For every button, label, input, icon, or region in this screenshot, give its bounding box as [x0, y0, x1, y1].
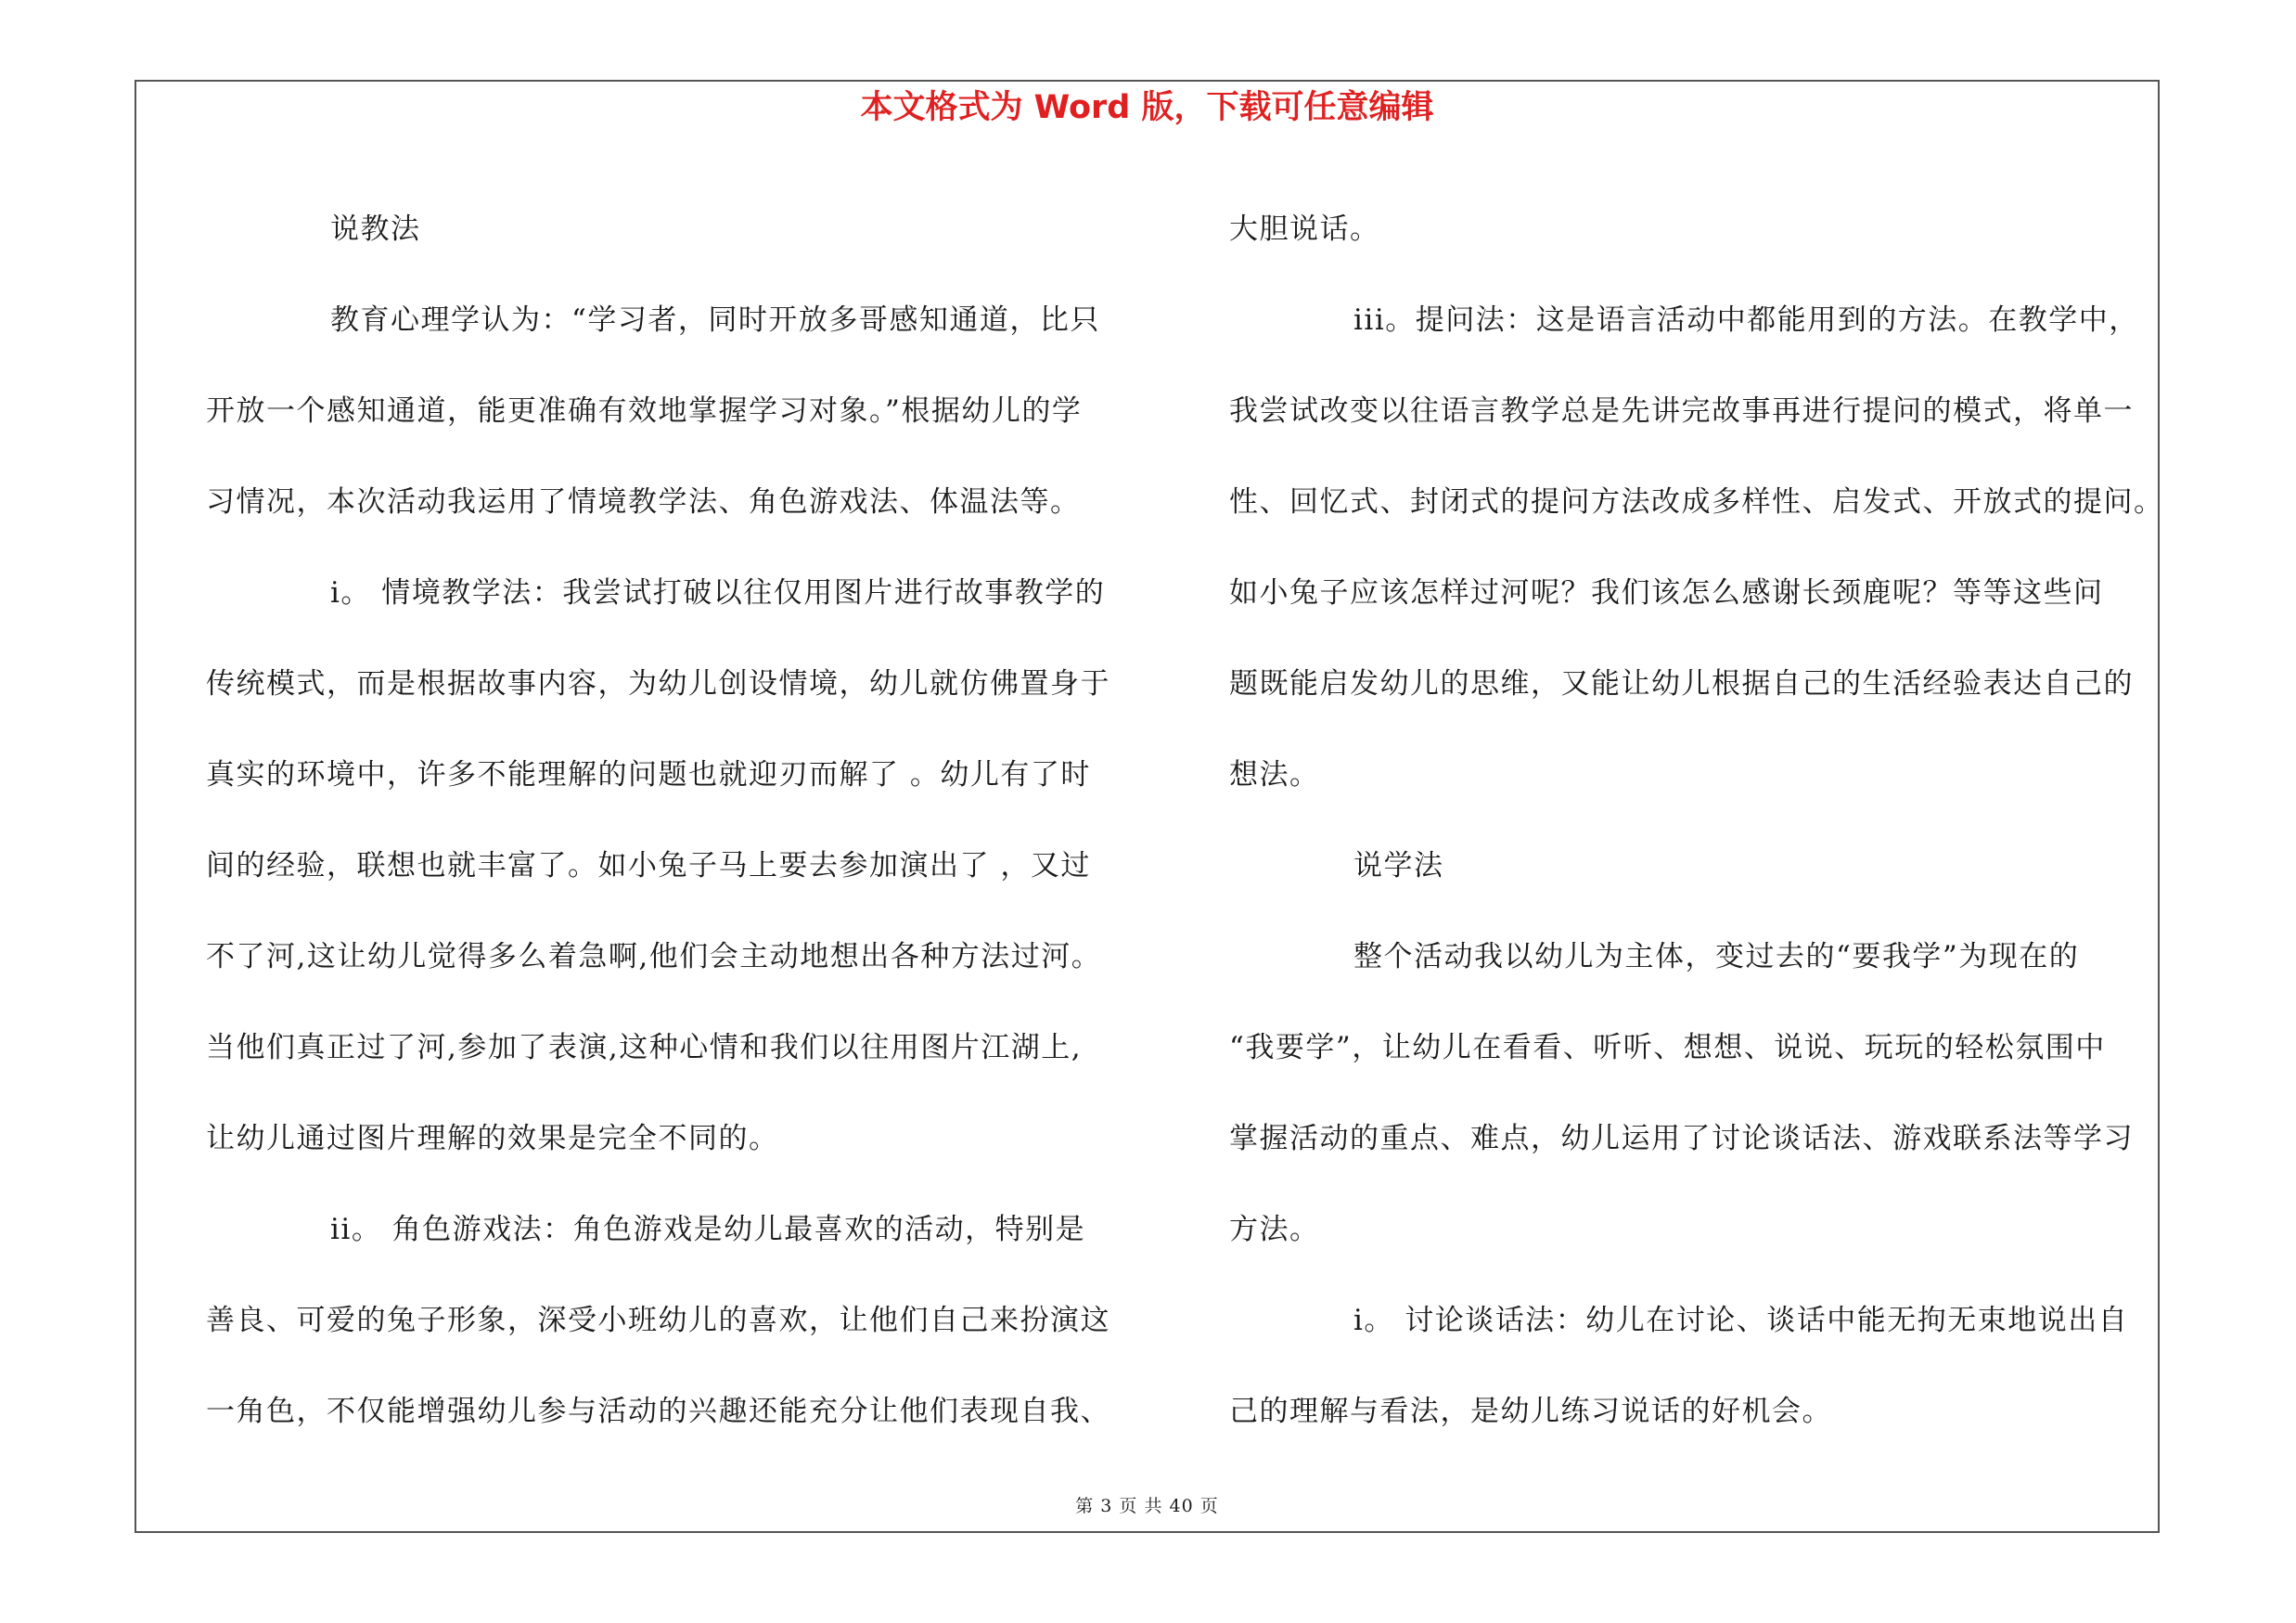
text-line: 性、回忆式、封闭式的提问方法改成多样性、启发式、开放式的提问。 [1229, 485, 2164, 519]
text-line: iii。提问法：这是语言活动中都能用到的方法。在教学中， [1353, 303, 2139, 337]
text-line: ii。 角色游戏法：角色游戏是幼儿最喜欢的活动，特别是 [330, 1213, 1086, 1246]
text-line: 教育心理学认为：“学习者，同时开放多哥感知通道，比只 [330, 303, 1100, 337]
header-banner: 本文格式为 Word 版，下载可任意编辑 [860, 89, 1434, 126]
right-column [1229, 184, 2166, 1457]
text-line: 掌握活动的重点、难点，幼儿运用了讨论谈话法、游戏联系法等学习 [1229, 1122, 2134, 1155]
text-line: 如小兔子应该怎样过河呢？我们该怎么感谢长颈鹿呢？等等这些问 [1229, 576, 2104, 610]
text-line: 开放一个感知通道，能更准确有效地掌握学习对象。”根据幼儿的学 [206, 394, 1083, 428]
text-line: 善良、可爱的兔子形象，深受小班幼儿的喜欢，让他们自己来扮演这 [206, 1304, 1110, 1337]
text-line: 不了河,这让幼儿觉得多么着急啊,他们会主动地想出各种方法过河。 [206, 940, 1102, 973]
text-line: 大胆说话。 [1229, 213, 1380, 246]
text-line: 让幼儿通过图片理解的效果是完全不同的。 [206, 1122, 779, 1155]
text-line: 己的理解与看法，是幼儿练习说话的好机会。 [1229, 1395, 1832, 1428]
text-line: 说教法 [330, 213, 421, 246]
text-line: 习情况，本次活动我运用了情境教学法、角色游戏法、体温法等。 [206, 485, 1081, 519]
text-line: 整个活动我以幼儿为主体，变过去的“要我学”为现在的 [1353, 940, 2080, 973]
text-line: 题既能启发幼儿的思维，又能让幼儿根据自己的生活经验表达自己的 [1229, 667, 2134, 701]
text-line: i。 讨论谈话法：幼儿在讨论、谈话中能无拘无束地说出自 [1353, 1304, 2129, 1337]
page-footer: 第 3 页 共 40 页 [1075, 1496, 1219, 1516]
text-line: 我尝试改变以往语言教学总是先讲完故事再进行提问的模式，将单一 [1229, 394, 2134, 428]
text-line: 传统模式，而是根据故事内容，为幼儿创设情境，幼儿就仿佛置身于 [206, 667, 1110, 701]
text-line: 说学法 [1353, 849, 1444, 882]
text-line: i。 情境教学法：我尝试打破以往仅用图片进行故事教学的 [330, 576, 1106, 610]
text-line: 方法。 [1229, 1213, 1320, 1246]
text-line: 当他们真正过了河,参加了表演,这种心情和我们以往用图片江湖上, [206, 1031, 1083, 1064]
text-line: 真实的环境中，许多不能理解的问题也就迎刃而解了 。幼儿有了时 [206, 758, 1091, 792]
text-line: 想法。 [1229, 758, 1320, 792]
left-column [206, 184, 1143, 1457]
text-line: “我要学”，让幼儿在看看、听听、想想、说说、玩玩的轻松氛围中 [1229, 1031, 2106, 1064]
text-line: 一角色，不仅能增强幼儿参与活动的兴趣还能充分让他们表现自我、 [206, 1395, 1110, 1428]
text-line: 间的经验，联想也就丰富了。如小兔子马上要去参加演出了 ，又过 [206, 849, 1091, 882]
